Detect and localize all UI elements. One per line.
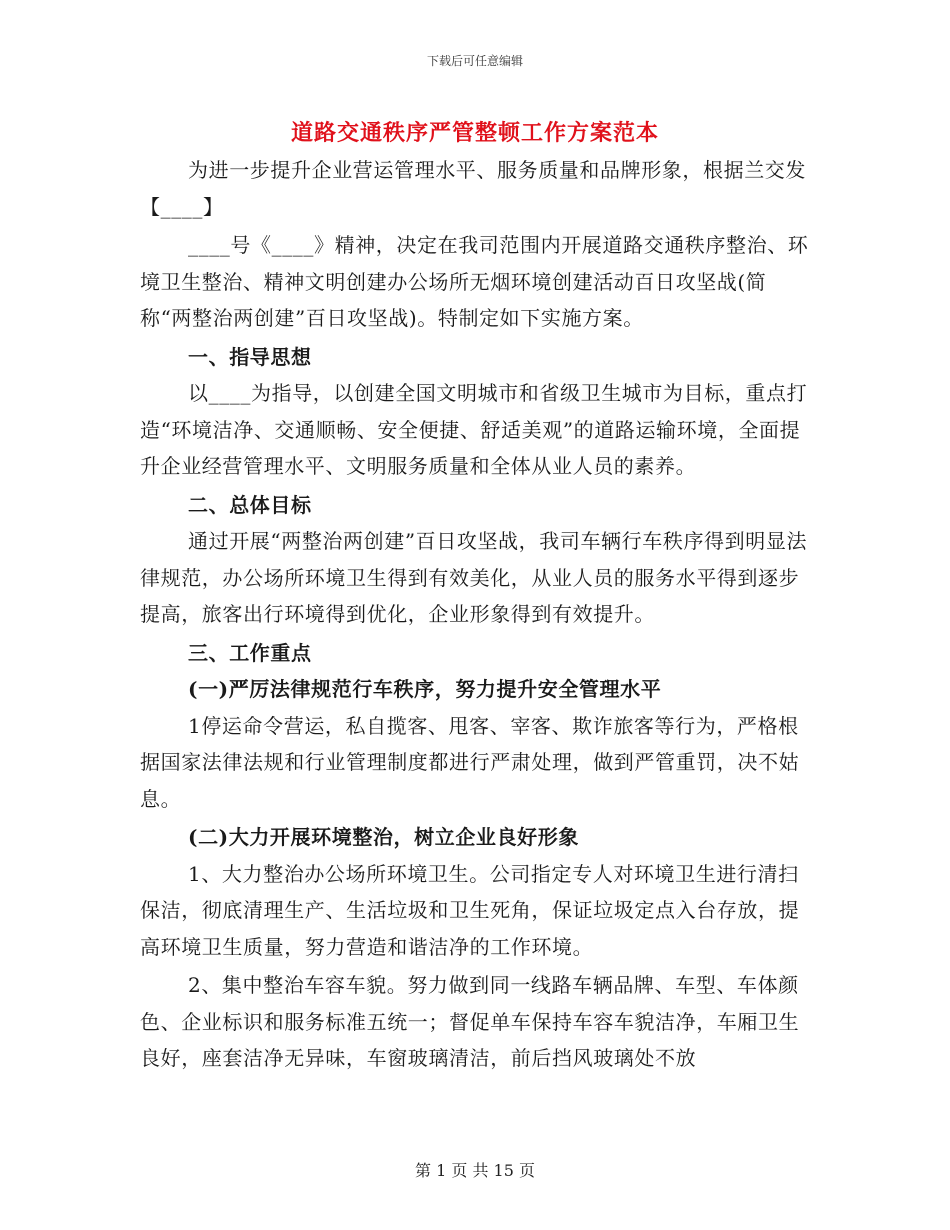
document-title: 道路交通秩序严管整顿工作方案范本	[290, 120, 659, 146]
section-heading-3: 三、工作重点	[188, 640, 312, 665]
paragraph-goals: 通过开展“两整治两创建”百日攻坚战，我司车辆行车秩序得到明显法律规范，办公场所环境卫生得到有效美化，从业人员的服务水平得到逐步提高，旅客出行环境得到优化，企业形象得到有效提升。	[140, 529, 808, 626]
document-body	[140, 152, 812, 1077]
subsection-heading-1: (一)严厉法律规范行车秩序，努力提升安全管理水平	[188, 677, 662, 701]
paragraph-guiding: 以____为指导，以创建全国文明城市和省级卫生城市为目标，重点打造“环境洁净、交通顺畅、安全便捷、舒适美观”的道路运输环境，全面提升企业经营管理水平、文明服务质量和全体从业人员的素养。	[140, 381, 808, 478]
paragraph-order: 1停运命令营运，私自揽客、甩客、宰客、欺诈旅客等行为，严格根据国家法律法规和行业管理制度都进行严肃处理，做到严管重罚，决不姑息。	[140, 713, 800, 811]
paragraph-spirit: ____号《____》精神，决定在我司范围内开展道路交通秩序整治、环境卫生整治、精神文明创建办公场所无烟环境创建活动百日攻坚战(简称“两整治两创建”百日攻坚战)。特制定如下实施方案。	[140, 233, 809, 330]
paragraph-office-hygiene: 1、大力整治办公场所环境卫生。公司指定专人对环境卫生进行清扫保洁，彻底清理生产、生活垃圾和卫生死角，保证垃圾定点入台存放，提高环境卫生质量，努力营造和谐洁净的工作环境。	[140, 861, 800, 959]
paragraph-intro: 为进一步提升企业营运管理水平、服务质量和品牌形象，根据兰交发【____】	[140, 158, 806, 219]
page-number: 第 1 页 共 15 页	[415, 1161, 535, 1180]
section-heading-2: 二、总体目标	[188, 492, 312, 517]
subsection-heading-2: (二)大力开展环境整治，树立企业良好形象	[188, 825, 579, 849]
paragraph-vehicle-appearance: 2、集中整治车容车貌。努力做到同一线路车辆品牌、车型、车体颜色、企业标识和服务标准五统一；督促单车保持车容车貌洁净，车厢卫生良好，座套洁净无异味，车窗玻璃清洁，前后挡风玻璃处不放	[140, 973, 800, 1070]
section-heading-1: 一、指导思想	[188, 344, 312, 369]
header-note: 下载后可任意编辑	[426, 54, 523, 68]
